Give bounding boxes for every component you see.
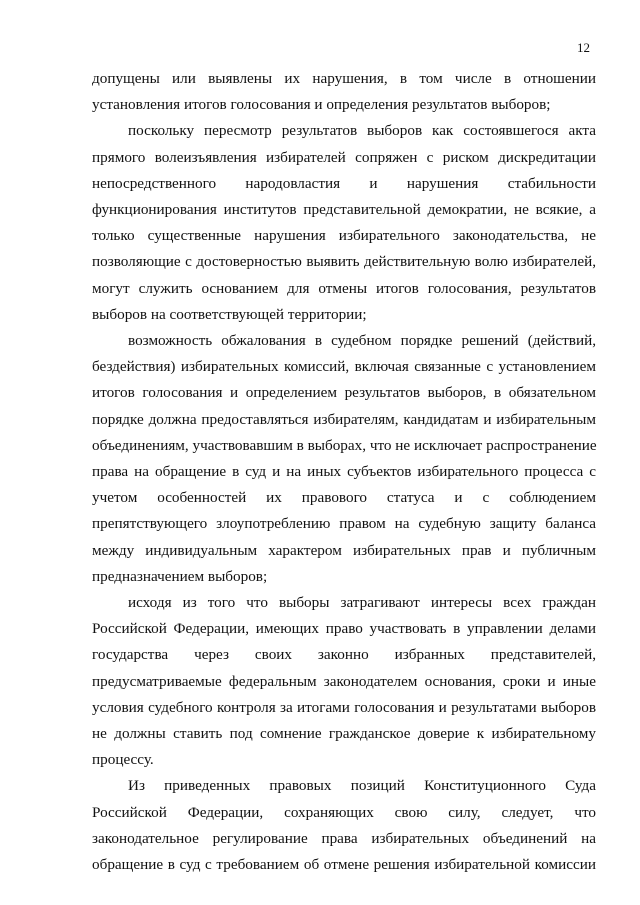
text-line: законодательное регулирование права избирательных объединений на: [92, 829, 596, 847]
text-line: Российской Федерации, сохраняющих свою силу, следует, что: [92, 803, 596, 821]
text-line: непосредственного народовластия и нарушения стабильности: [92, 174, 596, 192]
text-line: итогов голосования и определением результатов выборов, в обязательном: [92, 384, 596, 402]
text-line: процессу.: [92, 751, 154, 769]
text-line: выборов на соответствующей территории;: [92, 305, 367, 323]
text-line: допущены или выявлены их нарушения, в том числе в отношении: [92, 70, 596, 87]
text-line: порядке должна предоставляться избирателям, кандидатам и избирательным: [92, 410, 596, 428]
text-line: только существенные нарушения избирательного законодательства, не: [92, 227, 596, 245]
text-line: государства через своих законно избранных представителей,: [92, 646, 596, 664]
text-line: исходя из того что выборы затрагивают интересы всех граждан: [128, 594, 596, 612]
text-line: возможность обжалования в судебном порядке решений (действий,: [128, 332, 596, 350]
text-line: поскольку пересмотр результатов выборов как состоявшегося акта: [128, 122, 596, 140]
text-line: права на обращение в суд и на иных субъектов избирательного процесса с: [92, 463, 596, 481]
text-line: учетом особенностей их правового статуса и с соблюдением: [92, 489, 596, 507]
text-line: установления итогов голосования и определения результатов выборов;: [92, 96, 551, 114]
text-line: препятствующего злоупотреблению правом на судебную защиту баланса: [92, 515, 596, 533]
text-line: условия судебного контроля за итогами голосования и результатами выборов: [92, 698, 596, 716]
text-line: Из приведенных правовых позиций Конституционного Суда: [128, 777, 596, 795]
text-line: функционирования институтов представительной демократии, не всякие, а: [92, 201, 596, 219]
text-line: могут служить основанием для отмены итогов голосования, результатов: [92, 279, 596, 297]
text-line: бездействия) избирательных комиссий, включая связанные с установлением: [92, 358, 596, 376]
text-line: обращение в суд с требованием об отмене решения избирательной комиссии: [92, 856, 596, 874]
text-line: не должны ставить под сомнение гражданское доверие к избирательному: [92, 725, 596, 743]
text-line: Российской Федерации, имеющих право участвовать в управлении делами: [92, 620, 596, 638]
text-line: предусматриваемые федеральным законодателем основания, сроки и иные: [92, 672, 596, 690]
text-line: прямого волеизъявления избирателей сопряжен с риском дискредитации: [92, 148, 596, 166]
document-body: [92, 66, 596, 878]
text-line: предназначением выборов;: [92, 567, 268, 585]
page-number: 12: [577, 40, 590, 55]
text-line: позволяющие с достоверностью выявить действительную волю избирателей,: [92, 253, 596, 271]
text-line: объединениям, участвовавшим в выборах, что не исключает распространение: [92, 436, 597, 454]
text-line: между индивидуальным характером избирательных прав и публичным: [92, 541, 596, 559]
